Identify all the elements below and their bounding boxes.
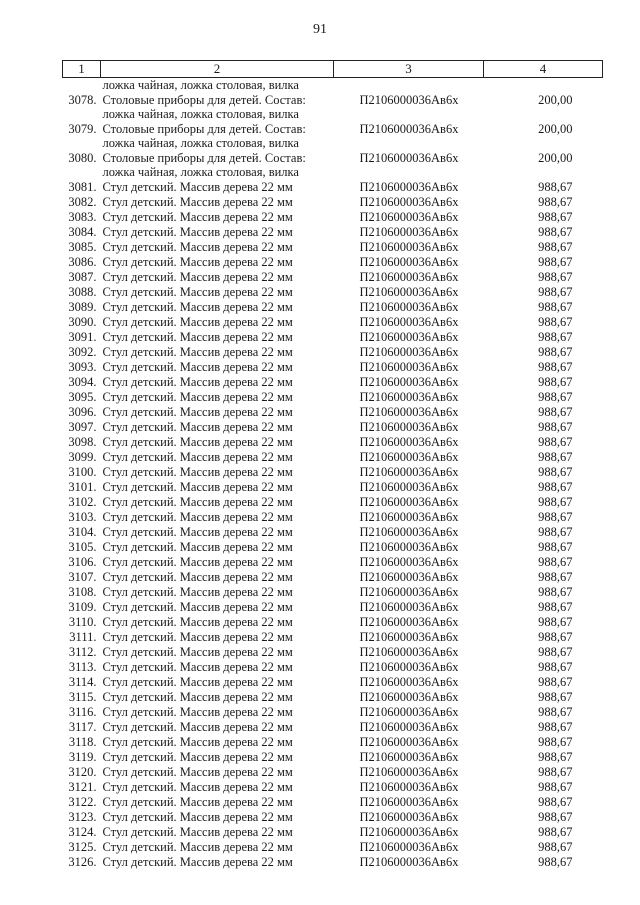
row-number: 3114.: [68, 674, 97, 689]
item-name: Стул детский. Массив дерева 22 мм: [102, 509, 293, 524]
item-code: П2106000036Ав6х: [359, 314, 459, 329]
item-price: 988,67: [538, 644, 573, 659]
row-number: 3125.: [68, 839, 97, 854]
item-name: Стул детский. Массив дерева 22 мм: [102, 584, 293, 599]
item-price: 988,67: [538, 239, 573, 254]
table-row: [63, 375, 603, 390]
table-row: [63, 315, 603, 330]
item-price: 988,67: [538, 584, 573, 599]
item-price: 988,67: [538, 809, 573, 824]
item-code: П2106000036Ав6х: [359, 584, 459, 599]
row-number: 3102.: [68, 494, 97, 509]
item-code: П2106000036Ав6х: [359, 194, 459, 209]
item-name: Стул детский. Массив дерева 22 мм: [102, 689, 293, 704]
item-price: 988,67: [538, 299, 573, 314]
table-row: [63, 690, 603, 705]
table-row: [63, 420, 603, 435]
item-price: 988,67: [538, 209, 573, 224]
row-number: 3095.: [68, 389, 97, 404]
item-name: Стул детский. Массив дерева 22 мм: [102, 749, 293, 764]
table-row: [63, 660, 603, 675]
item-price: 988,67: [538, 779, 573, 794]
table-row: [63, 555, 603, 570]
item-name: Стул детский. Массив дерева 22 мм: [102, 629, 293, 644]
item-price: 988,67: [538, 614, 573, 629]
item-name: Стул детский. Массив дерева 22 мм: [102, 854, 293, 869]
item-price: 988,67: [538, 599, 573, 614]
item-price: 988,67: [538, 509, 573, 524]
item-name: Стул детский. Массив дерева 22 мм: [102, 329, 293, 344]
item-price: 200,00: [538, 92, 573, 107]
item-code: П2106000036Ав6х: [359, 674, 459, 689]
item-price: 988,67: [538, 824, 573, 839]
row-number: 3090.: [68, 314, 97, 329]
table-row: [63, 510, 603, 525]
table-row: [63, 810, 603, 825]
table-row: [63, 675, 603, 690]
item-code: П2106000036Ав6х: [359, 464, 459, 479]
row-number: 3083.: [68, 209, 97, 224]
item-price: 988,67: [538, 179, 573, 194]
table-row: [63, 465, 603, 480]
table-row: [63, 720, 603, 735]
item-name: Стул детский. Массив дерева 22 мм: [102, 614, 293, 629]
item-code: П2106000036Ав6х: [359, 569, 459, 584]
item-price: 988,67: [538, 659, 573, 674]
item-name: Столовые приборы для детей. Состав: ложка чайная, ложка столовая, вилка: [102, 92, 306, 121]
table-row: [63, 795, 603, 810]
item-price: 988,67: [538, 449, 573, 464]
item-name: Стул детский. Массив дерева 22 мм: [102, 824, 293, 839]
row-number: 3088.: [68, 284, 97, 299]
item-name: Стул детский. Массив дерева 22 мм: [102, 449, 293, 464]
column-header-4: 4: [484, 61, 603, 78]
table-row: [63, 450, 603, 465]
item-name: Стул детский. Массив дерева 22 мм: [102, 809, 293, 824]
row-number: 3108.: [68, 584, 97, 599]
item-name: Стул детский. Массив дерева 22 мм: [102, 314, 293, 329]
table-body: [63, 78, 603, 870]
item-code: П2106000036Ав6х: [359, 854, 459, 869]
item-name: Стул детский. Массив дерева 22 мм: [102, 464, 293, 479]
row-number: 3101.: [68, 479, 97, 494]
row-number: 3092.: [68, 344, 97, 359]
item-name: Стул детский. Массив дерева 22 мм: [102, 494, 293, 509]
item-price: 988,67: [538, 344, 573, 359]
table-row: [63, 585, 603, 600]
item-name: Стул детский. Массив дерева 22 мм: [102, 404, 293, 419]
item-code: П2106000036Ав6х: [359, 689, 459, 704]
table-row: [63, 285, 603, 300]
item-code: П2106000036Ав6х: [359, 629, 459, 644]
item-name: Стул детский. Массив дерева 22 мм: [102, 224, 293, 239]
table-row: [63, 300, 603, 315]
row-number: 3089.: [68, 299, 97, 314]
row-number: 3121.: [68, 779, 97, 794]
item-code: П2106000036Ав6х: [359, 434, 459, 449]
table-row: [63, 390, 603, 405]
table-row: [63, 240, 603, 255]
item-name: Стул детский. Массив дерева 22 мм: [102, 704, 293, 719]
row-number: 3107.: [68, 569, 97, 584]
item-name: Стул детский. Массив дерева 22 мм: [102, 254, 293, 269]
row-number: 3110.: [68, 614, 97, 629]
item-price: 988,67: [538, 629, 573, 644]
row-number: 3091.: [68, 329, 97, 344]
item-price: 988,67: [538, 764, 573, 779]
row-number: 3079.: [68, 121, 97, 136]
column-header-2: 2: [101, 61, 334, 78]
row-number: 3100.: [68, 464, 97, 479]
row-number: 3105.: [68, 539, 97, 554]
item-price: 988,67: [538, 389, 573, 404]
item-name: Стул детский. Массив дерева 22 мм: [102, 644, 293, 659]
row-number: 3104.: [68, 524, 97, 539]
item-name: Стул детский. Массив дерева 22 мм: [102, 659, 293, 674]
item-code: П2106000036Ав6х: [359, 299, 459, 314]
item-code: П2106000036Ав6х: [359, 734, 459, 749]
row-number: 3126.: [68, 854, 97, 869]
item-name: Стул детский. Массив дерева 22 мм: [102, 179, 293, 194]
item-name: Стул детский. Массив дерева 22 мм: [102, 344, 293, 359]
table-row: [63, 93, 603, 122]
item-code: П2106000036Ав6х: [359, 644, 459, 659]
item-code: П2106000036Ав6х: [359, 809, 459, 824]
item-code: П2106000036Ав6х: [359, 239, 459, 254]
item-price: 988,67: [538, 794, 573, 809]
item-name: Стул детский. Массив дерева 22 мм: [102, 194, 293, 209]
column-header-3: 3: [334, 61, 484, 78]
item-price: 988,67: [538, 689, 573, 704]
item-price: 988,67: [538, 524, 573, 539]
item-code: П2106000036Ав6х: [359, 659, 459, 674]
item-code: П2106000036Ав6х: [359, 389, 459, 404]
item-code: П2106000036Ав6х: [359, 509, 459, 524]
item-code: П2106000036Ав6х: [359, 479, 459, 494]
column-header-1: 1: [63, 61, 101, 78]
row-number: 3103.: [68, 509, 97, 524]
item-price: 200,00: [538, 150, 573, 165]
row-number: 3082.: [68, 194, 97, 209]
row-number: 3118.: [68, 734, 97, 749]
item-code: П2106000036Ав6х: [359, 209, 459, 224]
table-row: [63, 780, 603, 795]
item-price: 988,67: [538, 419, 573, 434]
row-number: 3087.: [68, 269, 97, 284]
item-price: 988,67: [538, 569, 573, 584]
row-number: 3113.: [68, 659, 97, 674]
item-name: Столовые приборы для детей. Состав: ложка чайная, ложка столовая, вилка: [102, 121, 306, 150]
item-price: 988,67: [538, 674, 573, 689]
item-name: Стул детский. Массив дерева 22 мм: [102, 839, 293, 854]
item-code: П2106000036Ав6х: [359, 224, 459, 239]
table-row: [63, 210, 603, 225]
row-number: 3117.: [68, 719, 97, 734]
row-number: 3109.: [68, 599, 97, 614]
item-price: 988,67: [538, 404, 573, 419]
row-number: 3099.: [68, 449, 97, 464]
item-code: П2106000036Ав6х: [359, 329, 459, 344]
item-code: П2106000036Ав6х: [359, 374, 459, 389]
item-code: П2106000036Ав6х: [359, 359, 459, 374]
item-price: 988,67: [538, 749, 573, 764]
item-code: П2106000036Ав6х: [359, 524, 459, 539]
item-name: Стул детский. Массив дерева 22 мм: [102, 269, 293, 284]
item-price: 200,00: [538, 121, 573, 136]
item-code: П2106000036Ав6х: [359, 404, 459, 419]
item-name: Стул детский. Массив дерева 22 мм: [102, 554, 293, 569]
table-row: [63, 825, 603, 840]
table-row: [63, 195, 603, 210]
table-row: [63, 225, 603, 240]
item-name: Стул детский. Массив дерева 22 мм: [102, 779, 293, 794]
item-price: 988,67: [538, 704, 573, 719]
item-code: П2106000036Ав6х: [359, 121, 459, 136]
item-code: П2106000036Ав6х: [359, 254, 459, 269]
item-price: 988,67: [538, 284, 573, 299]
row-number: 3116.: [68, 704, 97, 719]
table-row: [63, 735, 603, 750]
item-code: П2106000036Ав6х: [359, 704, 459, 719]
item-name: Стул детский. Массив дерева 22 мм: [102, 479, 293, 494]
item-name: Стул детский. Массив дерева 22 мм: [102, 419, 293, 434]
row-number: 3124.: [68, 824, 97, 839]
item-name: Стул детский. Массив дерева 22 мм: [102, 764, 293, 779]
table-row: [63, 360, 603, 375]
item-price: 988,67: [538, 854, 573, 869]
row-number: 3115.: [68, 689, 97, 704]
table-row: [63, 180, 603, 195]
item-name: Стул детский. Массив дерева 22 мм: [102, 374, 293, 389]
item-code: П2106000036Ав6х: [359, 749, 459, 764]
item-code: П2106000036Ав6х: [359, 779, 459, 794]
item-code: П2106000036Ав6х: [359, 494, 459, 509]
item-name: Стул детский. Массив дерева 22 мм: [102, 434, 293, 449]
item-price: 988,67: [538, 224, 573, 239]
row-number: 3098.: [68, 434, 97, 449]
continuation-text: ложка чайная, ложка столовая, вилка: [102, 78, 299, 92]
item-price: 988,67: [538, 539, 573, 554]
row-number: 3123.: [68, 809, 97, 824]
item-name: Стул детский. Массив дерева 22 мм: [102, 734, 293, 749]
item-name: Стул детский. Массив дерева 22 мм: [102, 524, 293, 539]
item-price: 988,67: [538, 479, 573, 494]
row-number: 3097.: [68, 419, 97, 434]
item-code: П2106000036Ав6х: [359, 284, 459, 299]
item-code: П2106000036Ав6х: [359, 764, 459, 779]
item-code: П2106000036Ав6х: [359, 539, 459, 554]
row-number: 3112.: [68, 644, 97, 659]
row-number: 3111.: [69, 629, 97, 644]
item-name: Стул детский. Массив дерева 22 мм: [102, 569, 293, 584]
item-name: Стул детский. Массив дерева 22 мм: [102, 674, 293, 689]
table-row: [63, 765, 603, 780]
table-row: [63, 840, 603, 855]
row-number: 3094.: [68, 374, 97, 389]
table-row: [63, 255, 603, 270]
item-code: П2106000036Ав6х: [359, 554, 459, 569]
item-code: П2106000036Ав6х: [359, 449, 459, 464]
row-number: 3106.: [68, 554, 97, 569]
item-name: Стул детский. Массив дерева 22 мм: [102, 359, 293, 374]
table-row: [63, 615, 603, 630]
row-number: 3096.: [68, 404, 97, 419]
table-row: [63, 705, 603, 720]
item-name: Стул детский. Массив дерева 22 мм: [102, 284, 293, 299]
item-price: 988,67: [538, 464, 573, 479]
table-row: [63, 855, 603, 870]
item-price: 988,67: [538, 434, 573, 449]
item-code: П2106000036Ав6х: [359, 269, 459, 284]
item-name: Стул детский. Массив дерева 22 мм: [102, 299, 293, 314]
item-price: 988,67: [538, 374, 573, 389]
item-code: П2106000036Ав6х: [359, 150, 459, 165]
continuation-row: [63, 78, 603, 93]
item-price: 988,67: [538, 329, 573, 344]
item-name: Стул детский. Массив дерева 22 мм: [102, 239, 293, 254]
row-number: 3119.: [68, 749, 97, 764]
item-name: Стул детский. Массив дерева 22 мм: [102, 539, 293, 554]
item-code: П2106000036Ав6х: [359, 794, 459, 809]
row-number: 3093.: [68, 359, 97, 374]
table-row: [63, 630, 603, 645]
row-number: 3080.: [68, 150, 97, 165]
table-row: [63, 540, 603, 555]
item-price: 988,67: [538, 554, 573, 569]
item-name: Стул детский. Массив дерева 22 мм: [102, 209, 293, 224]
item-code: П2106000036Ав6х: [359, 92, 459, 107]
item-code: П2106000036Ав6х: [359, 419, 459, 434]
table-row: [63, 435, 603, 450]
item-code: П2106000036Ав6х: [359, 599, 459, 614]
table-row: [63, 600, 603, 615]
table-row: [63, 495, 603, 510]
item-code: П2106000036Ав6х: [359, 719, 459, 734]
row-number: 3086.: [68, 254, 97, 269]
items-table: [62, 60, 603, 870]
item-name: Столовые приборы для детей. Состав: ложка чайная, ложка столовая, вилка: [102, 150, 306, 179]
item-price: 988,67: [538, 359, 573, 374]
table-row: [63, 270, 603, 285]
item-price: 988,67: [538, 269, 573, 284]
row-number: 3084.: [68, 224, 97, 239]
row-number: 3122.: [68, 794, 97, 809]
row-number: 3081.: [68, 179, 97, 194]
item-price: 988,67: [538, 194, 573, 209]
row-number: 3085.: [68, 239, 97, 254]
table-row: [63, 345, 603, 360]
item-price: 988,67: [538, 839, 573, 854]
item-code: П2106000036Ав6х: [359, 179, 459, 194]
item-price: 988,67: [538, 314, 573, 329]
item-code: П2106000036Ав6х: [359, 824, 459, 839]
page-number: 91: [313, 22, 327, 37]
table-row: [63, 480, 603, 495]
item-price: 988,67: [538, 734, 573, 749]
item-name: Стул детский. Массив дерева 22 мм: [102, 389, 293, 404]
item-code: П2106000036Ав6х: [359, 614, 459, 629]
item-price: 988,67: [538, 719, 573, 734]
table-header-row: [63, 61, 603, 78]
item-name: Стул детский. Массив дерева 22 мм: [102, 794, 293, 809]
table-row: [63, 122, 603, 151]
table-row: [63, 525, 603, 540]
item-code: П2106000036Ав6х: [359, 839, 459, 854]
table-row: [63, 750, 603, 765]
table-row: [63, 405, 603, 420]
row-number: 3078.: [68, 92, 97, 107]
table-row: [63, 151, 603, 180]
table-row: [63, 570, 603, 585]
item-name: Стул детский. Массив дерева 22 мм: [102, 719, 293, 734]
table-row: [63, 330, 603, 345]
item-price: 988,67: [538, 254, 573, 269]
item-code: П2106000036Ав6х: [359, 344, 459, 359]
item-name: Стул детский. Массив дерева 22 мм: [102, 599, 293, 614]
table-row: [63, 645, 603, 660]
item-price: 988,67: [538, 494, 573, 509]
row-number: 3120.: [68, 764, 97, 779]
